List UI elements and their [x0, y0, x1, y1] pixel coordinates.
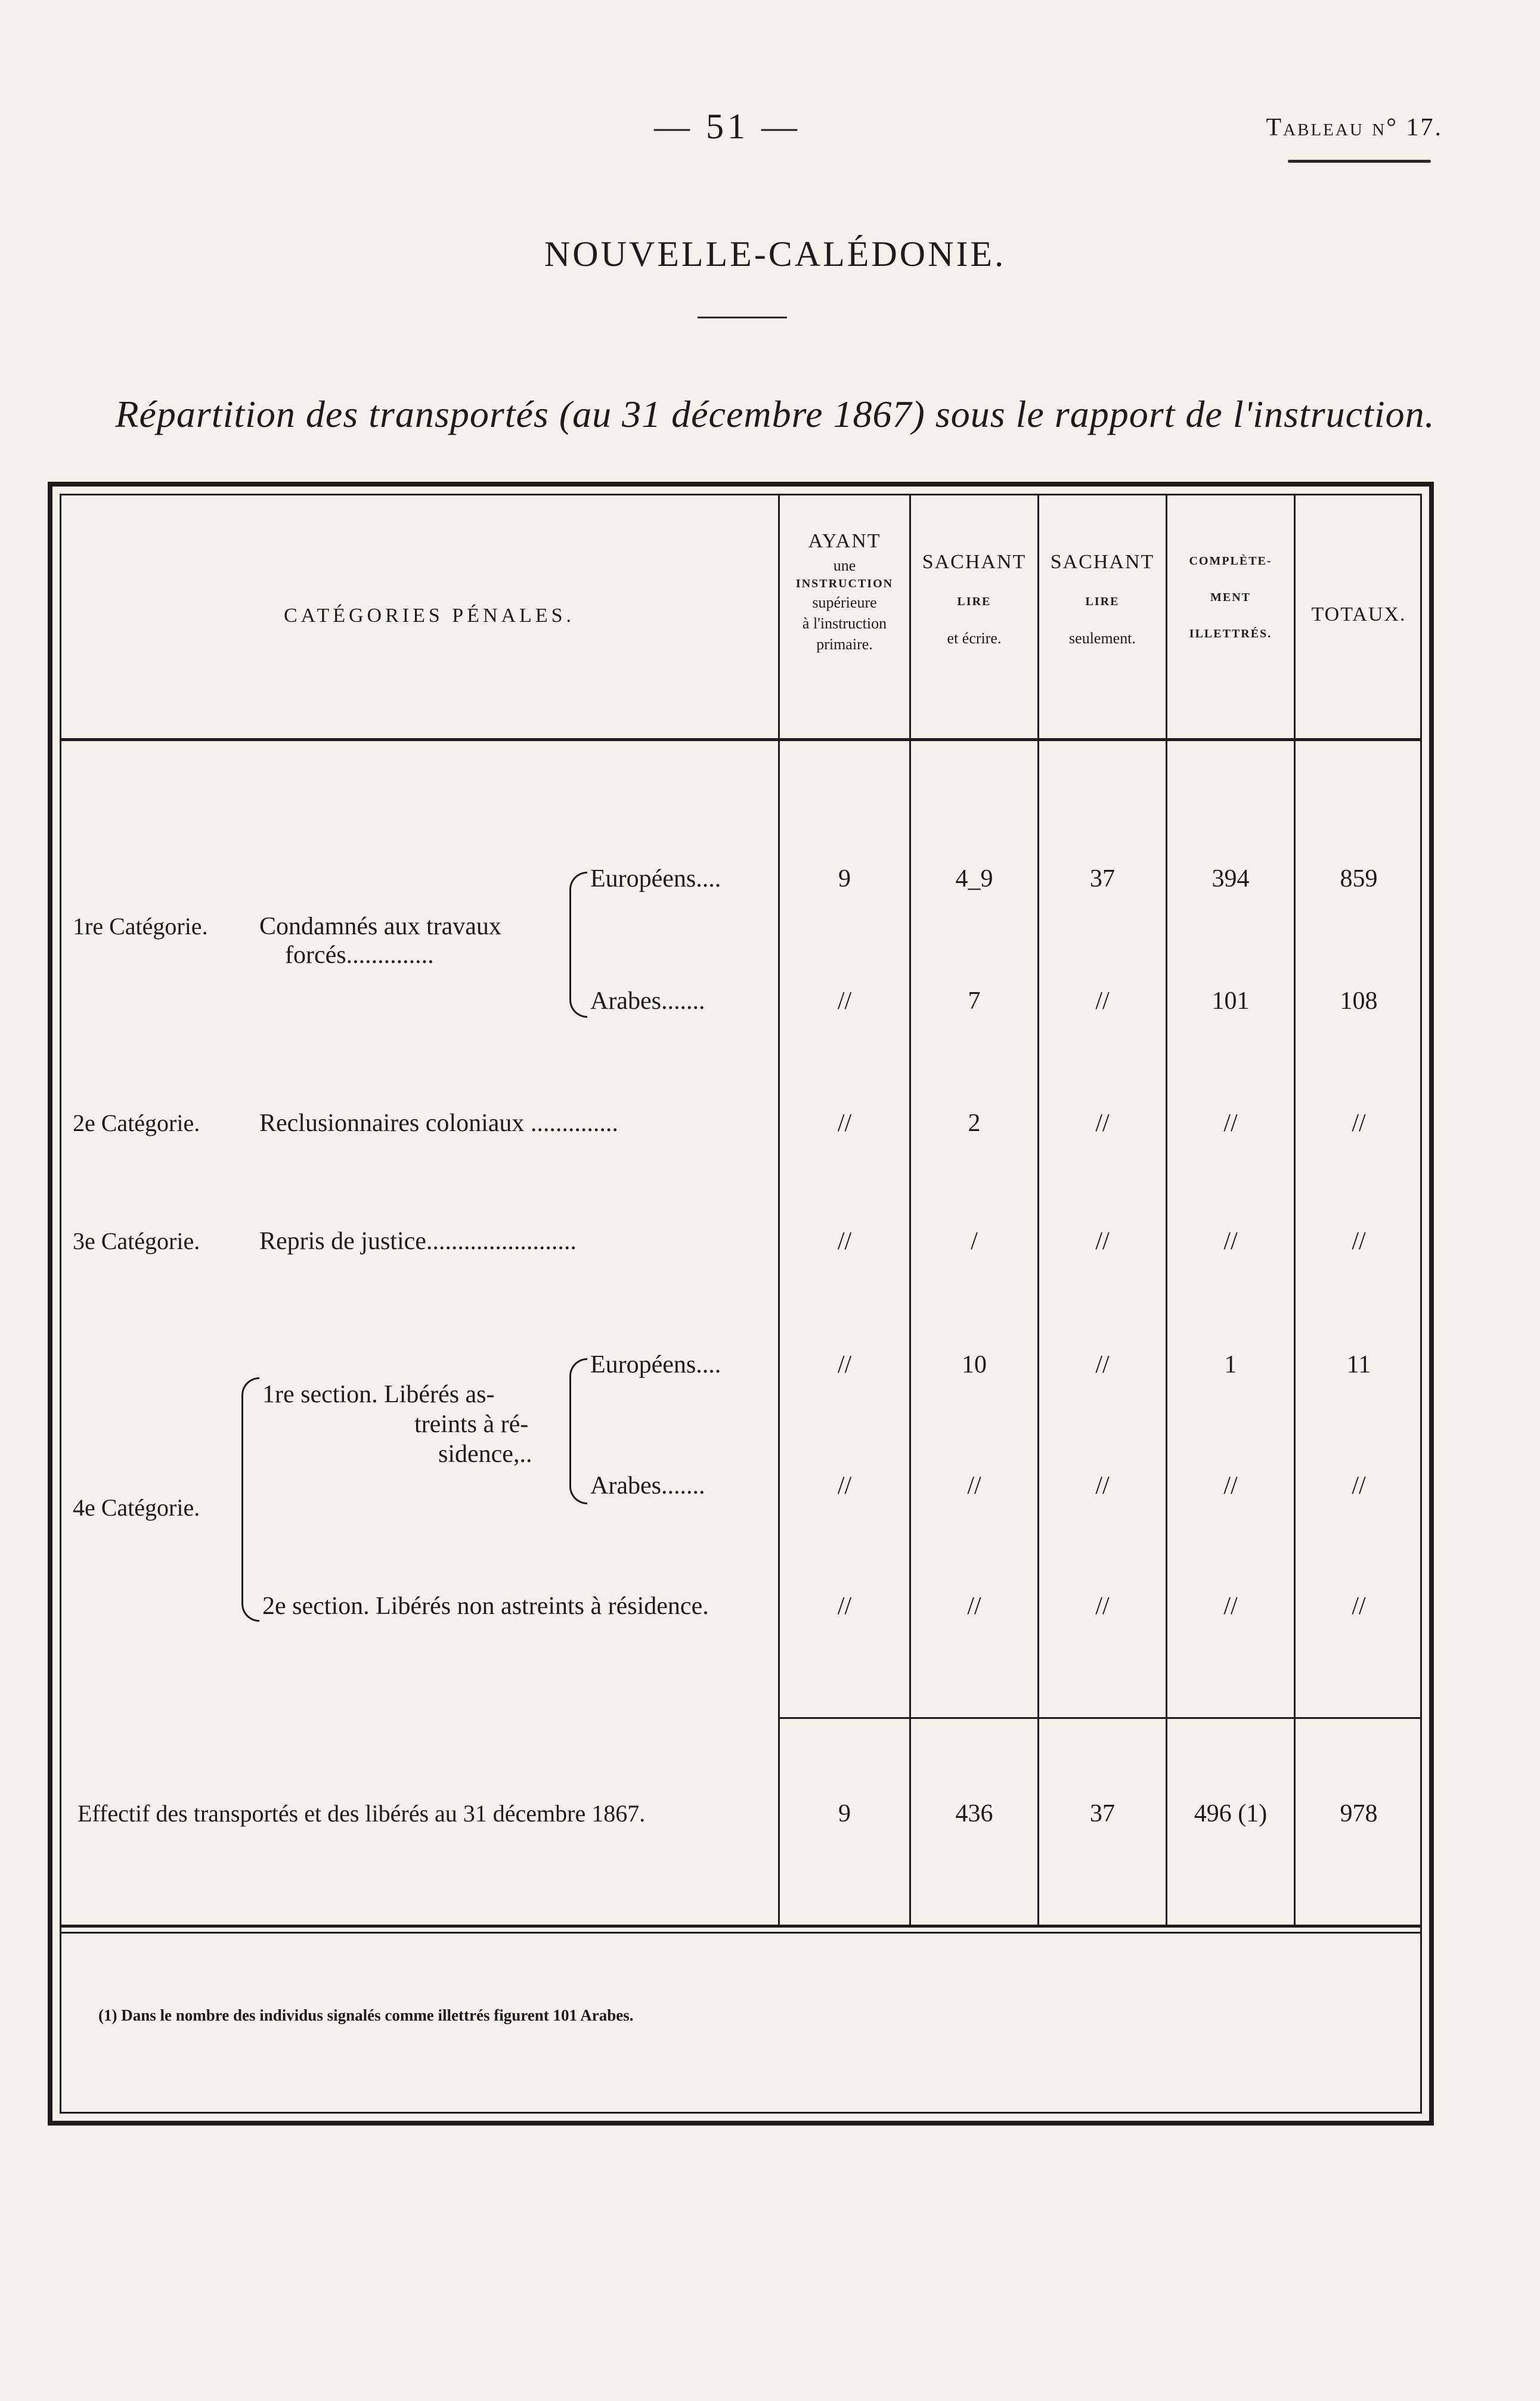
header-rule [60, 738, 1422, 741]
page-number: — 51 — [654, 107, 801, 146]
tableau-label: Tableau n° 17. [1266, 114, 1443, 141]
cell-value: // [837, 1351, 852, 1378]
header-categories: CATÉGORIES PÉNALES. [283, 605, 575, 627]
title-rule [698, 317, 787, 318]
brace [569, 872, 587, 1018]
category-1-desc-line2: forcés.............. [285, 941, 434, 969]
column-separator [1294, 494, 1296, 1925]
column-separator [1037, 494, 1039, 1925]
header-lire-seulement [1039, 549, 1166, 649]
brace [569, 1358, 587, 1504]
total-value: 496 (1) [1194, 1800, 1268, 1827]
header-lire-ecrire-line1: SACHANT [922, 551, 1027, 573]
header-ayant [780, 528, 909, 655]
header-lire-seulement-line1: SACHANT [1050, 551, 1155, 573]
footer-rule-thin [60, 1932, 1422, 1934]
table-title: Répartition des transportés (au 31 décembre 1867) sous le rapport de l'instruction. [115, 393, 1435, 435]
cell-value: // [1352, 1228, 1366, 1255]
sum-rule [778, 1717, 1422, 1719]
category-2-desc: Reclusionnaires coloniaux .............. [259, 1110, 618, 1137]
cell-value: 2 [968, 1110, 981, 1137]
cell-value: // [1223, 1593, 1238, 1620]
column-separator [1166, 494, 1167, 1925]
header-ayant-line1: AYANT [808, 530, 881, 552]
header-illettres [1167, 553, 1294, 642]
cell-value: // [1095, 1351, 1110, 1378]
header-totaux: TOTAUX. [1311, 603, 1406, 625]
tableau-underline [1288, 160, 1431, 163]
header-illettres-line3: ILLETTRÉS. [1189, 627, 1272, 640]
cell-value: // [967, 1472, 981, 1500]
cell-value: // [837, 1110, 852, 1137]
category-4-section1-line1: 1re section. Libérés as- [262, 1381, 495, 1408]
header-illettres-line2: MENT [1210, 591, 1251, 604]
cell-value: 11 [1346, 1351, 1371, 1378]
cell-value: // [1223, 1110, 1238, 1137]
column-separator [778, 494, 780, 1925]
category-1-label: 1re Catégorie. [73, 913, 208, 940]
category-3-desc: Repris de justice........................ [259, 1228, 577, 1255]
header-ayant-line5: à l'instruction [802, 615, 887, 633]
cell-value: 7 [968, 987, 981, 1015]
cell-value: // [837, 1228, 852, 1255]
category-4-section1-line3: sidence,.. [438, 1440, 532, 1468]
cell-value: // [1095, 1472, 1110, 1500]
cell-value: // [1352, 1472, 1366, 1500]
cell-value: 37 [1090, 865, 1115, 893]
cell-value: // [1095, 1228, 1110, 1255]
cell-value: 10 [962, 1351, 987, 1378]
cell-value: // [837, 1472, 852, 1500]
header-lire-seulement-line3: seulement. [1069, 629, 1136, 647]
total-value: 9 [838, 1800, 851, 1827]
total-label: Effectif des transportés et des libérés au 31 décembre 1867. [78, 1800, 646, 1827]
header-lire-ecrire-line3: et écrire. [947, 629, 1002, 647]
region-title: NOUVELLE-CALÉDONIE. [544, 234, 1006, 274]
table-frame-inner [60, 494, 1422, 2114]
cell-value: / [971, 1228, 978, 1255]
cell-value: 101 [1211, 987, 1250, 1015]
brace [241, 1377, 259, 1622]
header-lire-seulement-line2: LIRE [1085, 594, 1120, 608]
category-1-desc-line1: Condamnés aux travaux [259, 913, 501, 940]
cell-value: // [837, 1593, 852, 1620]
category-2-label: 2e Catégorie. [73, 1110, 200, 1136]
footer-rule [60, 1925, 1422, 1928]
cell-value: // [1352, 1110, 1366, 1137]
total-value: 978 [1340, 1800, 1378, 1827]
category-4-section2: 2e section. Libérés non astreints à résidence. [262, 1593, 709, 1620]
cell-value: 9 [838, 865, 851, 893]
category-1-europeens-label: Européens.... [590, 865, 721, 893]
category-4-section1-line2: treints à ré- [414, 1411, 529, 1438]
cell-value: 1 [1224, 1351, 1237, 1378]
header-illettres-line1: COMPLÈTE- [1189, 554, 1272, 568]
category-4-arabes-label: Arabes....... [590, 1472, 705, 1500]
cell-value: // [1223, 1228, 1238, 1255]
column-separator [909, 494, 911, 1925]
header-lire-ecrire [911, 549, 1037, 649]
cell-value: // [1095, 1593, 1110, 1620]
header-ayant-line4: supérieure [812, 593, 877, 611]
footnote: (1) Dans le nombre des individus signalés comme illettrés figurent 101 Arabes. [98, 2006, 634, 2024]
cell-value: // [1095, 1110, 1110, 1137]
header-ayant-line3: INSTRUCTION [795, 577, 894, 590]
total-value: 436 [955, 1800, 993, 1827]
category-3-label: 3e Catégorie. [73, 1228, 200, 1254]
category-4-europeens-label: Européens.... [590, 1351, 721, 1378]
header-lire-ecrire-line2: LIRE [957, 594, 991, 608]
cell-value: // [837, 987, 852, 1015]
cell-value: // [1095, 987, 1110, 1015]
cell-value: // [967, 1593, 981, 1620]
header-ayant-line2: une [833, 556, 856, 574]
category-4-label: 4e Catégorie. [73, 1494, 200, 1521]
cell-value: 394 [1211, 865, 1250, 893]
cell-value: 859 [1340, 865, 1378, 893]
cell-value: 108 [1340, 987, 1378, 1015]
total-value: 37 [1090, 1800, 1115, 1827]
cell-value: // [1223, 1472, 1238, 1500]
cell-value: // [1352, 1593, 1366, 1620]
category-1-arabes-label: Arabes....... [590, 987, 705, 1015]
cell-value: 4_9 [955, 865, 993, 893]
header-ayant-line6: primaire. [816, 636, 873, 653]
